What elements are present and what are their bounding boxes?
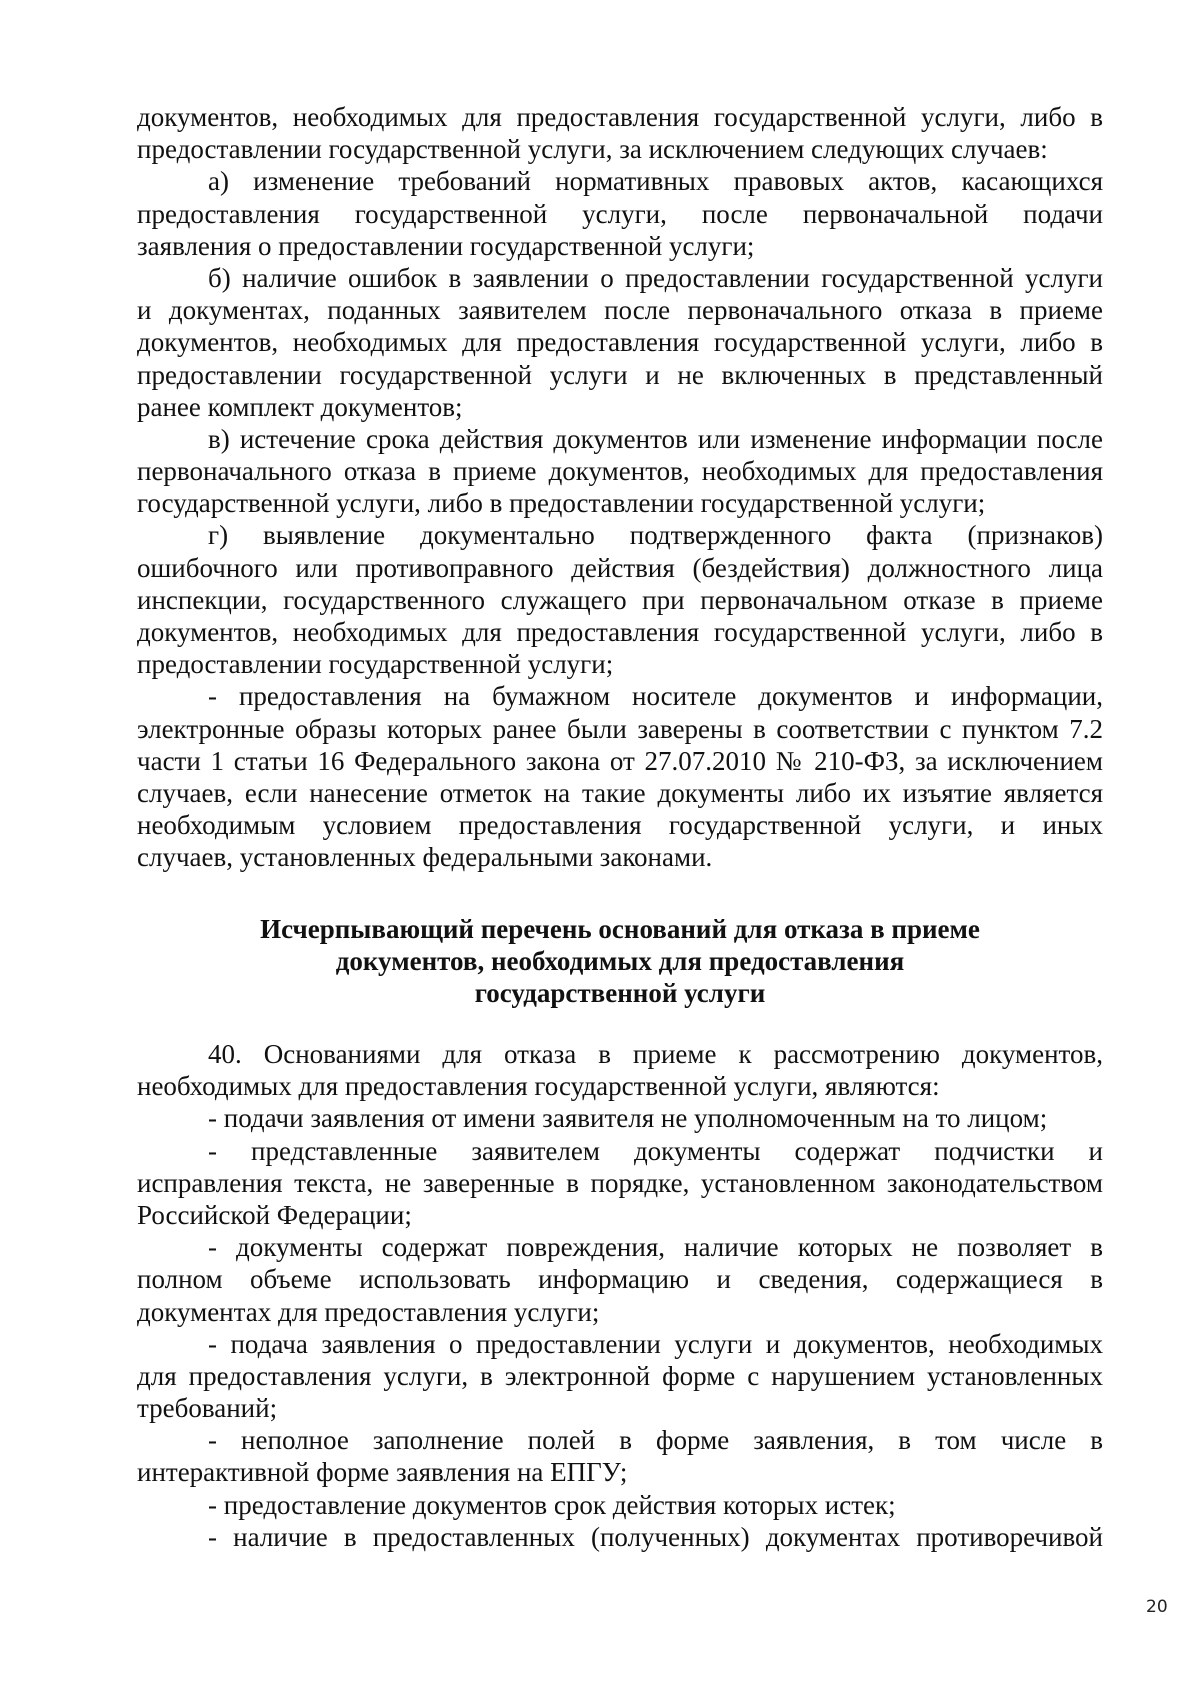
- text-line: - предоставления на бумажном носителе документов и информации,: [208, 681, 1103, 712]
- text-line: заявления о предоставлении государственной услуги;: [137, 230, 755, 261]
- body-text-bottom: [137, 1038, 1103, 1553]
- text-line: - предоставление документов срок действия которых истек;: [208, 1489, 896, 1520]
- text-line: инспекции, государственного служащего при первоначальном отказе в приеме: [137, 584, 1103, 615]
- text-line: г) выявление документально подтвержденного факта (признаков): [208, 520, 1103, 551]
- text-line: ошибочного или противоправного действия (бездействия) должностного лица: [137, 552, 1103, 583]
- text-line: предоставлении государственной услуги, за исключением следующих случаев:: [137, 134, 1048, 165]
- text-line: первоначального отказа в приеме документов, необходимых для предоставления: [137, 456, 1103, 487]
- text-line: а) изменение требований нормативных правовых актов, касающихся: [208, 166, 1103, 197]
- text-line: 40. Основаниями для отказа в приеме к рассмотрению документов,: [208, 1039, 1103, 1069]
- text-line: - наличие в предоставленных (полученных) документах противоречивой: [208, 1521, 1103, 1552]
- text-line: случаев, если нанесение отметок на такие документы либо их изъятие является: [137, 777, 1103, 808]
- text-line: необходимым условием предоставления государственной услуги, и иных: [137, 810, 1103, 841]
- text-line: интерактивной форме заявления на ЕПГУ;: [137, 1457, 628, 1488]
- text-line: ранее комплект документов;: [137, 391, 463, 422]
- text-line: требований;: [137, 1393, 278, 1424]
- section-heading: [137, 913, 1103, 1009]
- text-line: для предоставления услуги, в электронной форме с нарушением установленных: [137, 1360, 1103, 1391]
- page-number: 20: [1146, 1597, 1168, 1617]
- text-line: - подачи заявления от имени заявителя не уполномоченным на то лицом;: [208, 1103, 1048, 1134]
- text-line: и документах, поданных заявителем после первоначального отказа в приеме: [137, 295, 1103, 326]
- text-line: части 1 статьи 16 Федерального закона от 27.07.2010 № 210-ФЗ, за исключением: [137, 745, 1103, 776]
- text-line: Российской Федерации;: [137, 1199, 412, 1230]
- text-line: исправления текста, не заверенные в порядке, установленном законодательством: [137, 1167, 1103, 1198]
- text-line: - документы содержат повреждения, наличие которых не позволяет в: [208, 1232, 1103, 1263]
- text-line: документов, необходимых для предоставления государственной услуги, либо в: [137, 327, 1103, 358]
- text-line: предоставлении государственной услуги и не включенных в представленный: [137, 359, 1103, 390]
- text-line: полном объеме использовать информацию и сведения, содержащиеся в: [137, 1264, 1103, 1295]
- text-line: электронные образы которых ранее были заверены в соответствии с пунктом 7.2: [137, 713, 1103, 744]
- text-line: предоставлении государственной услуги;: [137, 649, 614, 680]
- text-line: предоставления государственной услуги, после первоначальной подачи: [137, 198, 1103, 229]
- text-line: документов, необходимых для предоставления государственной услуги, либо в: [137, 102, 1103, 132]
- text-line: - представленные заявителем документы содержат подчистки и: [208, 1135, 1103, 1166]
- text-line: необходимых для предоставления государственной услуги, являются:: [137, 1071, 940, 1102]
- text-line: документах для предоставления услуги;: [137, 1296, 600, 1327]
- text-line: - неполное заполнение полей в форме заявления, в том числе в: [208, 1425, 1103, 1456]
- heading-line: государственной услуги: [474, 978, 766, 1008]
- text-line: - подача заявления о предоставлении услуги и документов, необходимых: [208, 1328, 1103, 1359]
- text-line: документов, необходимых для предоставления государственной услуги, либо в: [137, 617, 1103, 647]
- heading-line: Исчерпывающий перечень оснований для отказа в приеме: [260, 914, 980, 944]
- text-line: б) наличие ошибок в заявлении о предоставлении государственной услуги: [208, 262, 1103, 293]
- text-line: государственной услуги, либо в предоставлении государственной услуги;: [137, 488, 986, 519]
- text-line: в) истечение срока действия документов или изменение информации после: [208, 423, 1103, 454]
- heading-line: документов, необходимых для предоставления: [335, 946, 905, 976]
- text-line: случаев, установленных федеральными законами.: [137, 842, 713, 873]
- body-text-top: [137, 101, 1103, 874]
